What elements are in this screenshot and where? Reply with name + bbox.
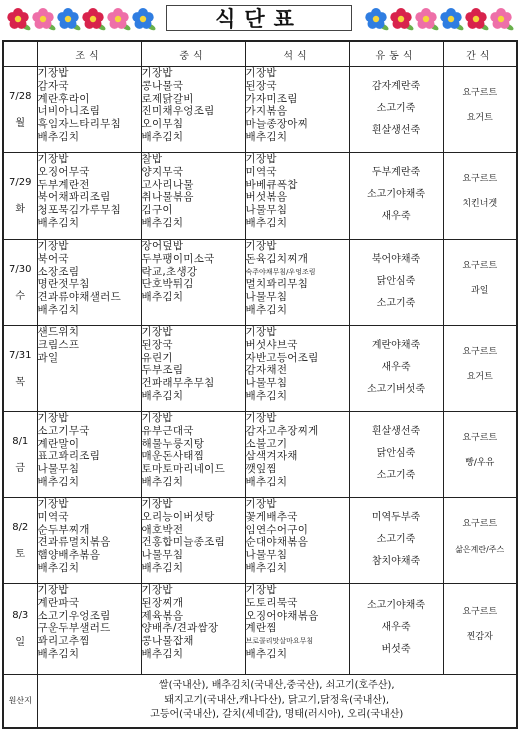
breakfast-cell bbox=[37, 240, 141, 326]
origin-line: 고등어(국내산), 갈치(세네갈), 명태(러시아), 오리(국내산) bbox=[150, 709, 404, 720]
menu-item: 배추김치 bbox=[37, 130, 80, 143]
menu-item: 소고기죽 bbox=[376, 533, 416, 545]
snack-cell bbox=[443, 67, 517, 153]
dinner-cell bbox=[245, 584, 349, 675]
menu-item: 감자채전 bbox=[245, 364, 288, 377]
menu-item: 유린기 bbox=[141, 351, 173, 364]
menu-item: 너비아니조림 bbox=[37, 105, 101, 118]
menu-item: 제육볶음 bbox=[141, 609, 184, 622]
flower-center-icon bbox=[65, 16, 71, 22]
menu-item: 기장밥 bbox=[141, 584, 173, 596]
menu-item: 김구이 bbox=[141, 204, 173, 217]
menu-item: 구운두부샐러드 bbox=[37, 622, 111, 635]
day-cell bbox=[3, 153, 37, 240]
date-label: 8/3 bbox=[12, 610, 29, 621]
table-row bbox=[3, 498, 517, 584]
dinner-cell bbox=[245, 240, 349, 326]
menu-item: 과일 bbox=[37, 351, 59, 364]
menu-item: 장어덮밥 bbox=[141, 240, 184, 252]
menu-item: 계란찜 bbox=[245, 622, 277, 635]
menu-item: 콩나물잡채 bbox=[141, 635, 194, 648]
menu-item: 삶은계란/주스 bbox=[455, 544, 505, 554]
flower-center-icon bbox=[498, 16, 504, 22]
menu-item: 깻잎찜 bbox=[245, 463, 277, 476]
snack-cell bbox=[443, 584, 517, 675]
menu-item: 오이무침 bbox=[141, 118, 184, 131]
menu-item: 찐감자 bbox=[466, 632, 493, 642]
flower-center-icon bbox=[423, 16, 429, 22]
menu-item: 배추김치 bbox=[141, 216, 184, 229]
table-row bbox=[3, 153, 517, 240]
menu-item: 된장국 bbox=[141, 338, 173, 351]
breakfast-cell bbox=[37, 584, 141, 675]
menu-item: 멸치꽈리무침 bbox=[245, 278, 309, 291]
menu-item: 나물무침 bbox=[141, 549, 184, 562]
menu-item: 기장밥 bbox=[37, 412, 69, 424]
lunch-cell bbox=[141, 498, 245, 584]
menu-item: 치킨너겟 bbox=[462, 199, 498, 209]
snack-cell bbox=[443, 153, 517, 240]
menu-item: 배추김치 bbox=[245, 303, 288, 316]
date-label: 8/2 bbox=[12, 521, 29, 533]
porridge-cell bbox=[349, 584, 443, 675]
menu-item: 참치야채죽 bbox=[371, 555, 421, 567]
menu-item: 버섯샤브국 bbox=[245, 338, 298, 351]
menu-item: 청포묵김가루무침 bbox=[37, 204, 122, 217]
menu-item: 요구르트 bbox=[462, 260, 498, 271]
dinner-cell bbox=[245, 67, 349, 153]
lunch-cell bbox=[141, 153, 245, 240]
menu-item: 오징어무국 bbox=[37, 165, 90, 178]
table-row bbox=[3, 67, 517, 153]
menu-item: 배추김치 bbox=[245, 130, 288, 143]
table-row bbox=[3, 584, 517, 675]
column-header: 유동식 bbox=[349, 41, 443, 67]
date-label: 7/29 bbox=[9, 177, 32, 188]
menu-item: 표고꽈리조림 bbox=[37, 450, 101, 463]
snack-cell bbox=[443, 240, 517, 326]
menu-item: 기장밥 bbox=[141, 326, 173, 338]
lunch-cell bbox=[141, 240, 245, 326]
flower-center-icon bbox=[15, 16, 21, 22]
menu-item: 꽃게배추국 bbox=[245, 510, 298, 523]
flower-center-icon bbox=[473, 16, 479, 22]
menu-item: 임연수어구이 bbox=[245, 523, 309, 536]
menu-item: 토마토마리네이드 bbox=[141, 463, 226, 476]
menu-item: 배추김치 bbox=[141, 475, 184, 488]
menu-item: 배추김치 bbox=[37, 303, 80, 316]
menu-item: 소고기죽 bbox=[376, 297, 416, 309]
table-row bbox=[3, 326, 517, 412]
menu-item: 흑임자느타리무침 bbox=[37, 118, 122, 131]
menu-item: 배추김치 bbox=[245, 475, 288, 488]
date-label: 7/28 bbox=[9, 90, 32, 102]
menu-item: 배추김치 bbox=[37, 647, 80, 660]
origin-label: 원산지 bbox=[3, 675, 37, 728]
menu-item: 미역두부죽 bbox=[371, 511, 421, 523]
menu-item: 가지볶음 bbox=[245, 105, 288, 118]
page-title: 식단표 bbox=[166, 5, 352, 31]
menu-item: 흰살생선죽 bbox=[371, 124, 421, 136]
menu-item: 숙주야채무침/우엉조림 bbox=[245, 267, 316, 276]
weekday-label: 일 bbox=[15, 637, 26, 648]
menu-item: 소고기버섯죽 bbox=[367, 383, 425, 395]
menu-item: 감자계란죽 bbox=[371, 80, 421, 92]
menu-item: 마늘종장아찌 bbox=[245, 118, 309, 131]
menu-item: 소고기우엉조림 bbox=[37, 609, 111, 622]
day-cell bbox=[3, 326, 37, 412]
menu-item: 샌드위치 bbox=[37, 326, 80, 338]
lunch-cell bbox=[141, 67, 245, 153]
menu-item: 로제닭갈비 bbox=[141, 92, 194, 105]
menu-item: 기장밥 bbox=[245, 240, 277, 252]
menu-item: 견과류멸치볶음 bbox=[37, 536, 111, 549]
menu-item: 기장밥 bbox=[141, 498, 173, 510]
menu-item: 브로콜리맛살마요무침 bbox=[245, 637, 314, 646]
menu-item: 햄양배추볶음 bbox=[37, 549, 101, 562]
menu-item: 기장밥 bbox=[37, 153, 69, 165]
menu-item: 명란젓무침 bbox=[37, 278, 90, 291]
flower-center-icon bbox=[373, 16, 379, 22]
date-label: 7/31 bbox=[9, 349, 32, 361]
menu-item: 배추김치 bbox=[245, 561, 288, 574]
date-label: 8/1 bbox=[12, 435, 29, 447]
column-header: 간식 bbox=[443, 41, 517, 67]
menu-item: 자반고등어조림 bbox=[245, 351, 319, 364]
menu-item: 크림스프 bbox=[37, 338, 80, 351]
menu-item: 빵/우유 bbox=[465, 457, 495, 468]
porridge-cell bbox=[349, 412, 443, 498]
menu-item: 기장밥 bbox=[245, 326, 277, 338]
header bbox=[0, 0, 518, 40]
menu-item: 돈육김치찌개 bbox=[245, 252, 309, 265]
weekday-label: 월 bbox=[15, 117, 26, 129]
menu-item: 찰밥 bbox=[141, 153, 163, 165]
menu-item: 해물누룽지탕 bbox=[141, 437, 205, 450]
menu-item: 감자고추장찌게 bbox=[245, 424, 319, 437]
menu-item: 흰살생선죽 bbox=[371, 425, 421, 437]
menu-item: 새우죽 bbox=[381, 361, 411, 373]
menu-item: 취나물볶음 bbox=[141, 191, 194, 204]
menu-item: 기장밥 bbox=[141, 412, 173, 424]
menu-item: 계란파국 bbox=[37, 596, 80, 609]
origin-row bbox=[3, 675, 517, 728]
breakfast-cell bbox=[37, 153, 141, 240]
menu-item: 건홍합미늘종조림 bbox=[141, 536, 226, 549]
day-cell bbox=[3, 412, 37, 498]
menu-item: 건파래무추무침 bbox=[141, 377, 215, 390]
menu-item: 계란야채죽 bbox=[371, 339, 421, 351]
menu-item: 요구르트 bbox=[462, 87, 498, 98]
menu-item: 북어야채죽 bbox=[371, 253, 421, 265]
porridge-cell bbox=[349, 240, 443, 326]
menu-item: 기장밥 bbox=[37, 498, 69, 510]
lunch-cell bbox=[141, 584, 245, 675]
breakfast-cell bbox=[37, 412, 141, 498]
menu-item: 배추김치 bbox=[245, 216, 288, 229]
menu-item: 기장밥 bbox=[141, 67, 173, 79]
menu-item: 된장찌개 bbox=[141, 596, 184, 609]
menu-item: 두부조림 bbox=[141, 364, 184, 377]
column-header: 중식 bbox=[141, 41, 245, 67]
menu-item: 배추김치 bbox=[37, 561, 80, 574]
menu-item: 소고기야채죽 bbox=[367, 189, 425, 200]
flower-decoration-left-icon bbox=[6, 2, 156, 36]
date-label: 7/30 bbox=[9, 263, 32, 275]
menu-item: 기장밥 bbox=[245, 153, 277, 165]
menu-item: 닭안심죽 bbox=[376, 275, 416, 287]
menu-item: 나물무침 bbox=[245, 291, 288, 304]
weekday-label: 토 bbox=[15, 548, 26, 560]
menu-item: 기장밥 bbox=[245, 412, 277, 424]
table-row bbox=[3, 240, 517, 326]
menu-item: 기장밥 bbox=[245, 498, 277, 510]
menu-item: 버섯볶음 bbox=[245, 191, 288, 204]
breakfast-cell bbox=[37, 326, 141, 412]
snack-cell bbox=[443, 498, 517, 584]
menu-item: 꽈리고추찜 bbox=[37, 635, 90, 648]
day-cell bbox=[3, 498, 37, 584]
flower-center-icon bbox=[115, 16, 121, 22]
menu-item: 요구르트 bbox=[462, 518, 498, 529]
table-header-row bbox=[3, 41, 517, 67]
menu-item: 요구르트 bbox=[462, 432, 498, 443]
origin-line: 쌀(국내산), 배추김치(국내산,중국산), 쇠고기(호주산), bbox=[158, 680, 395, 691]
menu-item: 견과류야채샐러드 bbox=[37, 291, 122, 304]
menu-item: 가자미조림 bbox=[245, 92, 298, 105]
menu-item: 새우죽 bbox=[381, 211, 411, 222]
day-cell bbox=[3, 584, 37, 675]
menu-item: 두부계란죽 bbox=[371, 167, 421, 178]
lunch-cell bbox=[141, 412, 245, 498]
menu-item: 닭안심죽 bbox=[376, 447, 416, 459]
menu-item: 배추김치 bbox=[141, 389, 184, 402]
menu-item: 순대야채볶음 bbox=[245, 536, 309, 549]
menu-item: 나물무침 bbox=[37, 463, 80, 476]
menu-item: 나물무침 bbox=[245, 204, 288, 217]
menu-item: 소불고기 bbox=[245, 437, 288, 450]
menu-item: 두부계란전 bbox=[37, 178, 90, 191]
menu-item: 소고기무국 bbox=[37, 424, 90, 437]
weekday-label: 금 bbox=[15, 462, 26, 474]
porridge-cell bbox=[349, 326, 443, 412]
menu-item: 소고기야채죽 bbox=[367, 600, 425, 611]
menu-item: 북어채꽈리조림 bbox=[37, 191, 111, 204]
menu-table bbox=[2, 40, 518, 729]
menu-item: 과일 bbox=[471, 285, 489, 296]
menu-item: 양배추/견과쌈장 bbox=[141, 622, 219, 635]
day-cell bbox=[3, 67, 37, 153]
dinner-cell bbox=[245, 153, 349, 240]
menu-item: 요구르트 bbox=[462, 346, 498, 357]
menu-item: 유부근대국 bbox=[141, 424, 194, 437]
breakfast-cell bbox=[37, 498, 141, 584]
menu-item: 기장밥 bbox=[37, 67, 69, 79]
porridge-cell bbox=[349, 153, 443, 240]
menu-item: 요거트 bbox=[466, 112, 493, 123]
menu-item: 두부팽이미소국 bbox=[141, 252, 215, 265]
menu-item: 삼색겨자채 bbox=[245, 450, 298, 463]
dinner-cell bbox=[245, 498, 349, 584]
menu-item: 배추김치 bbox=[141, 561, 184, 574]
menu-item: 된장국 bbox=[245, 79, 277, 92]
menu-item: 기장밥 bbox=[37, 240, 69, 252]
menu-item: 진미채우엉조림 bbox=[141, 105, 215, 118]
menu-item: 양지무국 bbox=[141, 165, 184, 178]
porridge-cell bbox=[349, 498, 443, 584]
menu-item: 고사리나물 bbox=[141, 178, 194, 191]
menu-item: 버섯죽 bbox=[381, 644, 411, 655]
menu-item: 요거트 bbox=[466, 371, 493, 382]
flower-center-icon bbox=[40, 16, 46, 22]
menu-item: 나물무침 bbox=[245, 549, 288, 562]
menu-item: 나물무침 bbox=[245, 377, 288, 390]
menu-item: 콩나물국 bbox=[141, 79, 184, 92]
weekday-label: 화 bbox=[15, 204, 26, 215]
menu-item: 배추김치 bbox=[141, 647, 184, 660]
corner-cell bbox=[3, 41, 37, 67]
menu-item: 바베큐폭찹 bbox=[245, 178, 298, 191]
flower-center-icon bbox=[448, 16, 454, 22]
dinner-cell bbox=[245, 412, 349, 498]
menu-item: 배추김치 bbox=[37, 216, 80, 229]
menu-item: 소장조림 bbox=[37, 265, 80, 278]
menu-item: 애호박전 bbox=[141, 523, 184, 536]
menu-item: 북어국 bbox=[37, 252, 69, 265]
flower-decoration-right-icon bbox=[364, 2, 514, 36]
porridge-cell bbox=[349, 67, 443, 153]
menu-item: 계란말이 bbox=[37, 437, 80, 450]
menu-item: 소고기죽 bbox=[376, 102, 416, 114]
menu-item: 매운돈사태찜 bbox=[141, 450, 205, 463]
menu-item: 계란후라이 bbox=[37, 92, 90, 105]
snack-cell bbox=[443, 326, 517, 412]
flower-center-icon bbox=[90, 16, 96, 22]
flower-center-icon bbox=[140, 16, 146, 22]
menu-item: 기장밥 bbox=[245, 67, 277, 79]
menu-item: 배추김치 bbox=[141, 130, 184, 143]
menu-item: 새우죽 bbox=[381, 622, 411, 633]
menu-item: 배추김치 bbox=[245, 389, 288, 402]
dinner-cell bbox=[245, 326, 349, 412]
origin-info bbox=[37, 675, 517, 728]
menu-item: 순두부찌개 bbox=[37, 523, 90, 536]
column-header: 석식 bbox=[245, 41, 349, 67]
menu-item: 배추김치 bbox=[141, 291, 184, 304]
weekday-label: 목 bbox=[15, 376, 26, 388]
origin-line: 돼지고기(국내산,캐나다산), 닭고기,닭정육(국내산), bbox=[164, 694, 390, 706]
menu-item: 오리능이버섯탕 bbox=[141, 510, 215, 523]
column-header: 조식 bbox=[37, 41, 141, 67]
menu-item: 락교,초생강 bbox=[141, 265, 198, 278]
menu-item: 요구르트 bbox=[462, 174, 498, 184]
menu-item: 단호박튀김 bbox=[141, 278, 194, 291]
menu-item: 오징어야채볶음 bbox=[245, 609, 319, 622]
menu-item: 미역국 bbox=[37, 510, 69, 523]
menu-item: 도토리묵국 bbox=[245, 596, 298, 609]
day-cell bbox=[3, 240, 37, 326]
flower-center-icon bbox=[398, 16, 404, 22]
lunch-cell bbox=[141, 326, 245, 412]
table-row bbox=[3, 412, 517, 498]
menu-item: 요구르트 bbox=[462, 607, 498, 617]
snack-cell bbox=[443, 412, 517, 498]
menu-item: 배추김치 bbox=[37, 475, 80, 488]
menu-item: 배추김치 bbox=[245, 647, 288, 660]
menu-item: 소고기죽 bbox=[376, 469, 416, 481]
breakfast-cell bbox=[37, 67, 141, 153]
menu-item: 미역국 bbox=[245, 165, 277, 178]
menu-item: 기장밥 bbox=[37, 584, 69, 596]
menu-item: 기장밥 bbox=[245, 584, 277, 596]
weekday-label: 수 bbox=[15, 290, 26, 302]
menu-item: 감자국 bbox=[37, 79, 69, 92]
